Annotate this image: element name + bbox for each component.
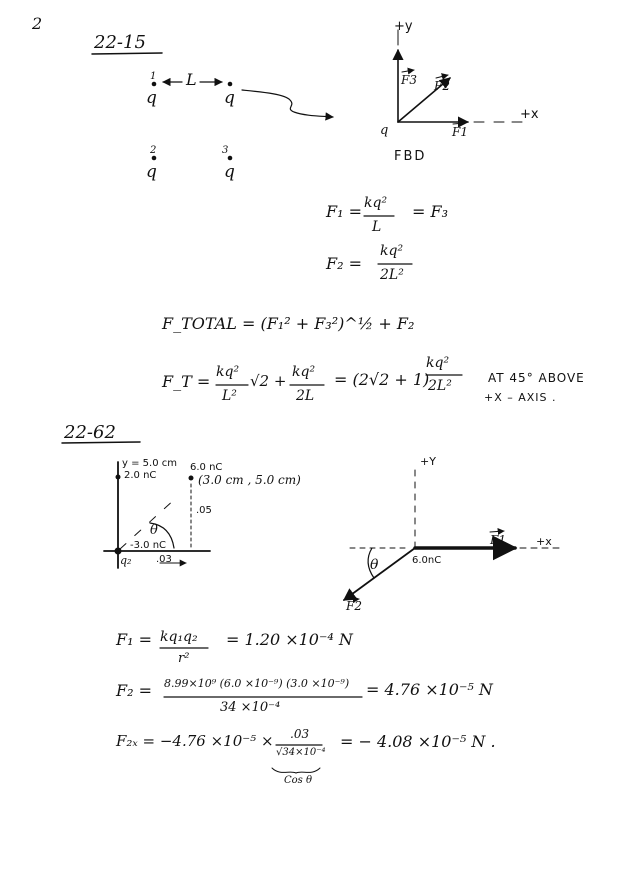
sketch-horizontal-distance: .03 bbox=[156, 554, 172, 565]
charge-label-top-left: q bbox=[146, 88, 157, 108]
sketch-q1-charge bbox=[116, 475, 121, 480]
p1-eq4b-numerator: kq² bbox=[292, 364, 316, 380]
p2-eq2-numerator: 8.99×10⁹ (6.0 ×10⁻⁹) (3.0 ×10⁻⁹) bbox=[164, 677, 350, 690]
charge-dot-top-left bbox=[152, 82, 157, 87]
fbd-f3-label: F3 bbox=[401, 73, 417, 87]
page-number: 2 bbox=[32, 14, 43, 33]
charge-label-top-right: q bbox=[224, 88, 235, 108]
p1-eq1-denominator: L bbox=[372, 219, 382, 235]
p1-eq4a-tail: √2 + bbox=[250, 372, 287, 390]
f1-arrow-mark bbox=[453, 123, 465, 124]
p1-eq4c-denominator: 2L² bbox=[428, 378, 452, 394]
sketch-y-label: y = 5.0 cm bbox=[122, 458, 177, 469]
fbd2-angle-label: θ bbox=[370, 557, 379, 573]
p2-eq1-rhs: = 1.20 ×10⁻⁴ N bbox=[226, 630, 353, 649]
p1-eq2-numerator: kq² bbox=[380, 243, 404, 259]
p2-eq1-numerator: kq₁q₂ bbox=[160, 629, 198, 645]
p2-eq2-denominator: 34 ×10⁻⁴ bbox=[220, 700, 281, 715]
charge-dot-bottom-right bbox=[228, 156, 233, 161]
charge-index-3: 3 bbox=[222, 145, 229, 156]
spacing-label: L bbox=[186, 70, 197, 89]
fbd2-plus-x-label: +x bbox=[536, 535, 552, 548]
p1-eq4c-numerator: kq² bbox=[426, 355, 450, 371]
sketch-vertical-distance: .05 bbox=[196, 505, 212, 516]
fbd-f2-label: F2 bbox=[434, 79, 450, 93]
fbd-plus-x-label: +x bbox=[520, 107, 539, 122]
p1-eq3-total: F_TOTAL = (F₁² + F₃²)^½ + F₂ bbox=[162, 314, 415, 333]
charge-label-bottom-left: q bbox=[146, 162, 157, 182]
p1-eq4a-numerator: kq² bbox=[216, 364, 240, 380]
sketch-q2-label: q₂ bbox=[120, 554, 132, 567]
wavy-pointer-arrow bbox=[242, 90, 333, 117]
fbd-origin-charge: q bbox=[380, 123, 389, 138]
p1-eq4b-denominator: 2L bbox=[296, 388, 315, 404]
p1-eq2-lhs: F₂ = bbox=[326, 254, 363, 273]
p2-eq3-denominator: √34×10⁻⁴ bbox=[276, 747, 326, 758]
charge-index-2: 2 bbox=[150, 145, 157, 156]
charge-index-1: 1 bbox=[150, 71, 157, 82]
p2-eq2-lhs: F₂ = bbox=[116, 681, 153, 700]
fbd-f1-label: F1 bbox=[452, 125, 468, 139]
p2-eq2-rhs: = 4.76 ×10⁻⁵ N bbox=[366, 680, 493, 699]
sketch-q1-label: 2.0 nC bbox=[124, 470, 157, 481]
p2-eq3-costheta: Cos θ bbox=[284, 775, 313, 786]
charge-label-bottom-right: q bbox=[224, 162, 235, 182]
p1-eq4-lhs: F_T = bbox=[162, 372, 211, 391]
fbd-plus-y-label: +y bbox=[394, 19, 413, 34]
fbd-label: FBD bbox=[394, 149, 427, 164]
p1-eq1-numerator: kq² bbox=[364, 195, 388, 211]
sketch-q3-charge bbox=[189, 476, 194, 481]
p1-eq1-rhs: = F₃ bbox=[412, 202, 449, 221]
sketch-angle-label: θ bbox=[150, 523, 158, 538]
fbd2-f2-label: F2 bbox=[346, 599, 362, 613]
problem-label-22-62: 22-62 bbox=[64, 422, 116, 443]
sketch-q3-label: 6.0 nC bbox=[190, 462, 223, 473]
charge-dot-bottom-left bbox=[152, 156, 157, 161]
fbd2-plus-y-label: +Y bbox=[420, 455, 436, 468]
fbd2-origin-label: 6.0nC bbox=[412, 555, 442, 566]
p1-eq4a-denominator: L² bbox=[222, 388, 237, 404]
fbd2-f1-arrow-mark bbox=[490, 531, 504, 532]
p2-eq1-denominator: r² bbox=[178, 651, 190, 666]
p1-eq1-lhs: F₁ = bbox=[326, 202, 363, 221]
sketch-q2-charge: -3.0 nC bbox=[130, 540, 167, 551]
p1-eq2-denominator: 2L² bbox=[380, 267, 404, 283]
fbd2-f2-vector bbox=[344, 548, 415, 600]
problem-label-22-15: 22-15 bbox=[94, 32, 146, 53]
sketch-q3-coordinates: (3.0 cm , 5.0 cm) bbox=[198, 473, 301, 487]
p1-eq4-mid: = (2√2 + 1) bbox=[334, 370, 430, 389]
p2-eq3-lhs: F₂ₓ = −4.76 ×10⁻⁵ × bbox=[116, 732, 274, 750]
title-underline-22-15 bbox=[92, 53, 162, 54]
p2-eq3-numerator: .03 bbox=[290, 727, 310, 741]
p2-eq3-underbrace bbox=[272, 768, 320, 773]
f2-arrow-mark bbox=[436, 75, 448, 78]
charge-dot-top-right bbox=[228, 82, 233, 87]
f3-arrow-mark bbox=[402, 70, 414, 72]
fbd2-f1-label: F1 bbox=[490, 533, 506, 547]
p1-direction-note-2: +X – AXIS . bbox=[484, 391, 557, 404]
p2-eq3-rhs: = − 4.08 ×10⁻⁵ N . bbox=[340, 732, 496, 751]
p1-direction-note-1: AT 45° ABOVE bbox=[488, 371, 585, 385]
p2-eq1-lhs: F₁ = bbox=[116, 630, 153, 649]
